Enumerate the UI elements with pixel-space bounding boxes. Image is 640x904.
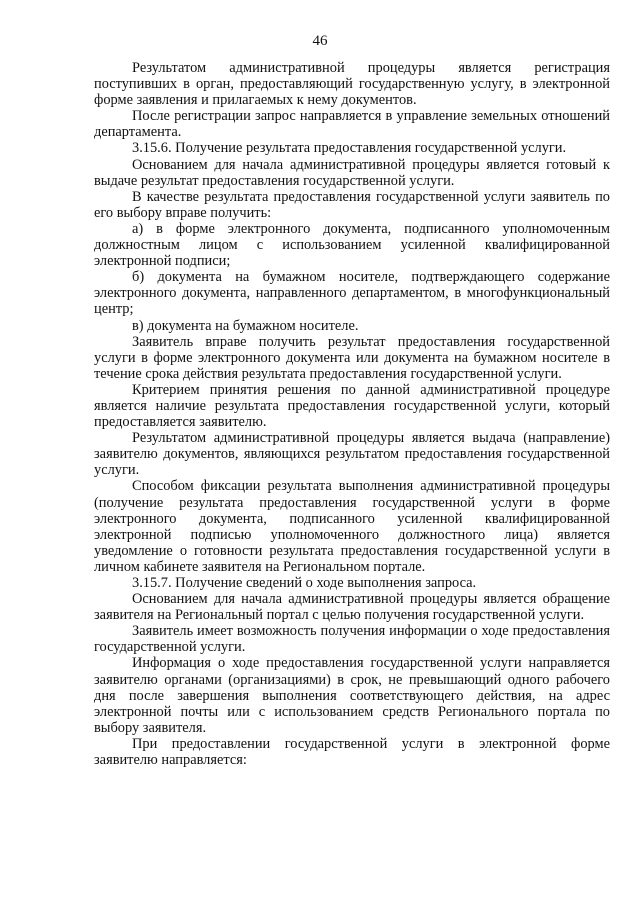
- paragraph: Способом фиксации результата выполнения административной процедуры (получение результата предоставления государственной услуги в форме электронного документа, подписанного усиленной квалифицированной электронной подписью уполномоченного должностного лица) является уведомление о готовности результата предоставления государственной услуги в личном кабинете заявителя на Региональном портале.: [94, 478, 610, 575]
- paragraph: Основанием для начала административной процедуры является готовый к выдаче результат предоставления государственной услуги.: [94, 156, 610, 189]
- document-body: [94, 60, 610, 768]
- paragraph: Заявитель имеет возможность получения информации о ходе предоставления государственной услуги.: [94, 623, 610, 656]
- paragraph: Результатом административной процедуры является регистрация поступивших в орган, предоставляющий государственную услугу, в электронной форме заявления и прилагаемых к нему документов.: [94, 60, 610, 109]
- paragraph: В качестве результата предоставления государственной услуги заявитель по его выбору вправе получить:: [94, 188, 610, 221]
- paragraph: Критерием принятия решения по данной административной процедуре является наличие результата предоставления государственной услуги, который предоставляется заявителю.: [94, 381, 610, 431]
- paragraph: Информация о ходе предоставления государственной услуги направляется заявителю органами (организациями) в срок, не превышающий одного рабочего дня после завершения выполнения соответствующего действия, на адрес электронной почты или с использованием средств Регионального портала по выбору заявителя.: [94, 655, 610, 736]
- list-item: а) в форме электронного документа, подписанного уполномоченным должностным лицом с использованием усиленной квалифицированной электронной подписи;: [94, 220, 610, 270]
- page-number: 46: [312, 33, 328, 49]
- paragraph: Результатом административной процедуры является выдача (направление) заявителю документов, являющихся результатом предоставления государственной услуги.: [94, 430, 610, 479]
- paragraph: Заявитель вправе получить результат предоставления государственной услуги в форме электронного документа или документа на бумажном носителе в течение срока действия результата предоставления государственной услуги.: [94, 333, 610, 382]
- paragraph: После регистрации запрос направляется в управление земельных отношений департамента.: [94, 108, 610, 141]
- section-heading: 3.15.7. Получение сведений о ходе выполнения запроса.: [132, 575, 477, 591]
- list-item: б) документа на бумажном носителе, подтверждающего содержание электронного документа, направленного департаментом, в многофункциональный центр;: [94, 269, 610, 318]
- list-item: в) документа на бумажном носителе.: [132, 317, 359, 334]
- paragraph: При предоставлении государственной услуги в электронной форме заявителю направляется:: [94, 735, 610, 769]
- section-heading: 3.15.6. Получение результата предоставления государственной услуги.: [132, 140, 567, 157]
- paragraph: Основанием для начала административной процедуры является обращение заявителя на Региональный портал с целью получения государственной услуги.: [94, 591, 610, 624]
